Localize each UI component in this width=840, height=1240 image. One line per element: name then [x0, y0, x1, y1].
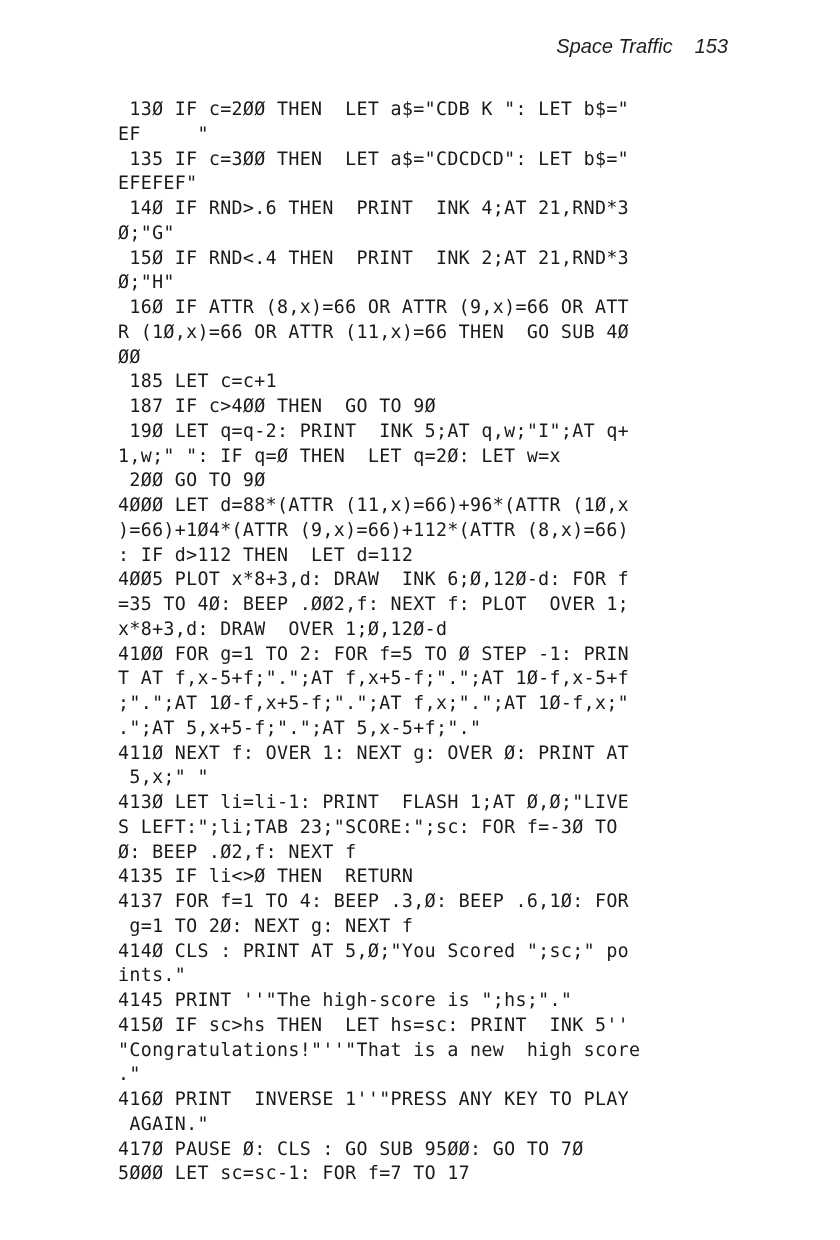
- code-line: g=1 TO 2Ø: NEXT g: NEXT f: [118, 915, 414, 937]
- code-line: : IF d>112 THEN LET d=112: [118, 544, 414, 566]
- code-line: 19Ø LET q=q-2: PRINT INK 5;AT q,w;"I";AT q+: [118, 420, 630, 442]
- code-line: )=66)+1Ø4*(ATTR (9,x)=66)+112*(ATTR (8,x)=66): [118, 519, 630, 541]
- code-line: 415Ø IF sc>hs THEN LET hs=sc: PRINT INK 5'': [118, 1014, 630, 1036]
- code-line: "Congratulations!"''"That is a new high score: [118, 1039, 641, 1061]
- code-line: 417Ø PAUSE Ø: CLS : GO SUB 95ØØ: GO TO 7Ø: [118, 1138, 584, 1160]
- code-line: 4137 FOR f=1 TO 4: BEEP .3,Ø: BEEP .6,1Ø: FOR: [118, 891, 630, 912]
- code-line: .";AT 5,x+5-f;".";AT 5,x-5+f;".": [118, 717, 482, 739]
- code-line: ØØ: [118, 346, 141, 368]
- code-line: 2ØØ GO TO 9Ø: [118, 470, 266, 492]
- code-line: 4ØØØ LET d=88*(ATTR (11,x)=66)+96*(ATTR (1Ø,x: [118, 495, 630, 516]
- code-line: EF ": [118, 123, 209, 145]
- code-line: 5,x;" ": [118, 767, 209, 789]
- page-header: [556, 36, 728, 59]
- code-line: 185 LET c=c+1: [118, 371, 277, 393]
- code-line: R (1Ø,x)=66 OR ATTR (11,x)=66 THEN GO SUB 4Ø: [118, 321, 630, 343]
- code-line: 13Ø IF c=2ØØ THEN LET a$="CDB K ": LET b$=": [118, 99, 630, 120]
- code-line: =35 TO 4Ø: BEEP .ØØ2,f: NEXT f: PLOT OVER 1;: [118, 594, 630, 615]
- code-line: 135 IF c=3ØØ THEN LET a$="CDCDCD": LET b$=": [118, 148, 630, 170]
- code-line: 411Ø NEXT f: OVER 1: NEXT g: OVER Ø: PRINT AT: [118, 742, 630, 764]
- code-line: 4135 IF li<>Ø THEN RETURN: [118, 866, 414, 888]
- code-line: 187 IF c>4ØØ THEN GO TO 9Ø: [118, 396, 436, 417]
- code-line: ints.": [118, 965, 187, 987]
- code-line: Ø;"H": [118, 272, 175, 294]
- code-line: 14Ø IF RND>.6 THEN PRINT INK 4;AT 21,RND*3: [118, 198, 630, 219]
- code-line: T AT f,x-5+f;".";AT f,x+5-f;".";AT 1Ø-f,x-5+f: [118, 668, 630, 690]
- code-line: 416Ø PRINT INVERSE 1''"PRESS ANY KEY TO PLAY: [118, 1089, 630, 1110]
- basic-code-listing: [118, 98, 758, 1187]
- code-line: EFEFEF": [118, 173, 198, 195]
- code-line: 16Ø IF ATTR (8,x)=66 OR ATTR (9,x)=66 OR ATT: [118, 297, 630, 318]
- code-line: 15Ø IF RND<.4 THEN PRINT INK 2;AT 21,RND*3: [118, 247, 630, 269]
- code-line: ;".";AT 1Ø-f,x+5-f;".";AT f,x;".";AT 1Ø-f,x;": [118, 693, 630, 714]
- code-line: 413Ø LET li=li-1: PRINT FLASH 1;AT Ø,Ø;"LIVE: [118, 792, 630, 813]
- code-line: x*8+3,d: DRAW OVER 1;Ø,12Ø-d: [118, 618, 448, 640]
- page-number: 153: [694, 36, 728, 58]
- code-line: .": [118, 1064, 141, 1086]
- code-line: 1,w;" ": IF q=Ø THEN LET q=2Ø: LET w=x: [118, 445, 561, 467]
- code-line: 5ØØØ LET sc=sc-1: FOR f=7 TO 17: [118, 1163, 471, 1185]
- code-line: Ø: BEEP .Ø2,f: NEXT f: [118, 841, 357, 863]
- code-line: 4ØØ5 PLOT x*8+3,d: DRAW INK 6;Ø,12Ø-d: FOR f: [118, 569, 630, 591]
- code-line: 4145 PRINT ''"The high-score is ";hs;".": [118, 990, 573, 1011]
- code-line: AGAIN.": [118, 1113, 209, 1135]
- code-line: S LEFT:";li;TAB 23;"SCORE:";sc: FOR f=-3Ø TO: [118, 816, 618, 838]
- code-line: 41ØØ FOR g=1 TO 2: FOR f=5 TO Ø STEP -1: PRIN: [118, 643, 630, 665]
- code-line: 414Ø CLS : PRINT AT 5,Ø;"You Scored ";sc;" po: [118, 940, 630, 962]
- code-line: Ø;"G": [118, 222, 175, 244]
- chapter-title: Space Traffic: [556, 36, 673, 58]
